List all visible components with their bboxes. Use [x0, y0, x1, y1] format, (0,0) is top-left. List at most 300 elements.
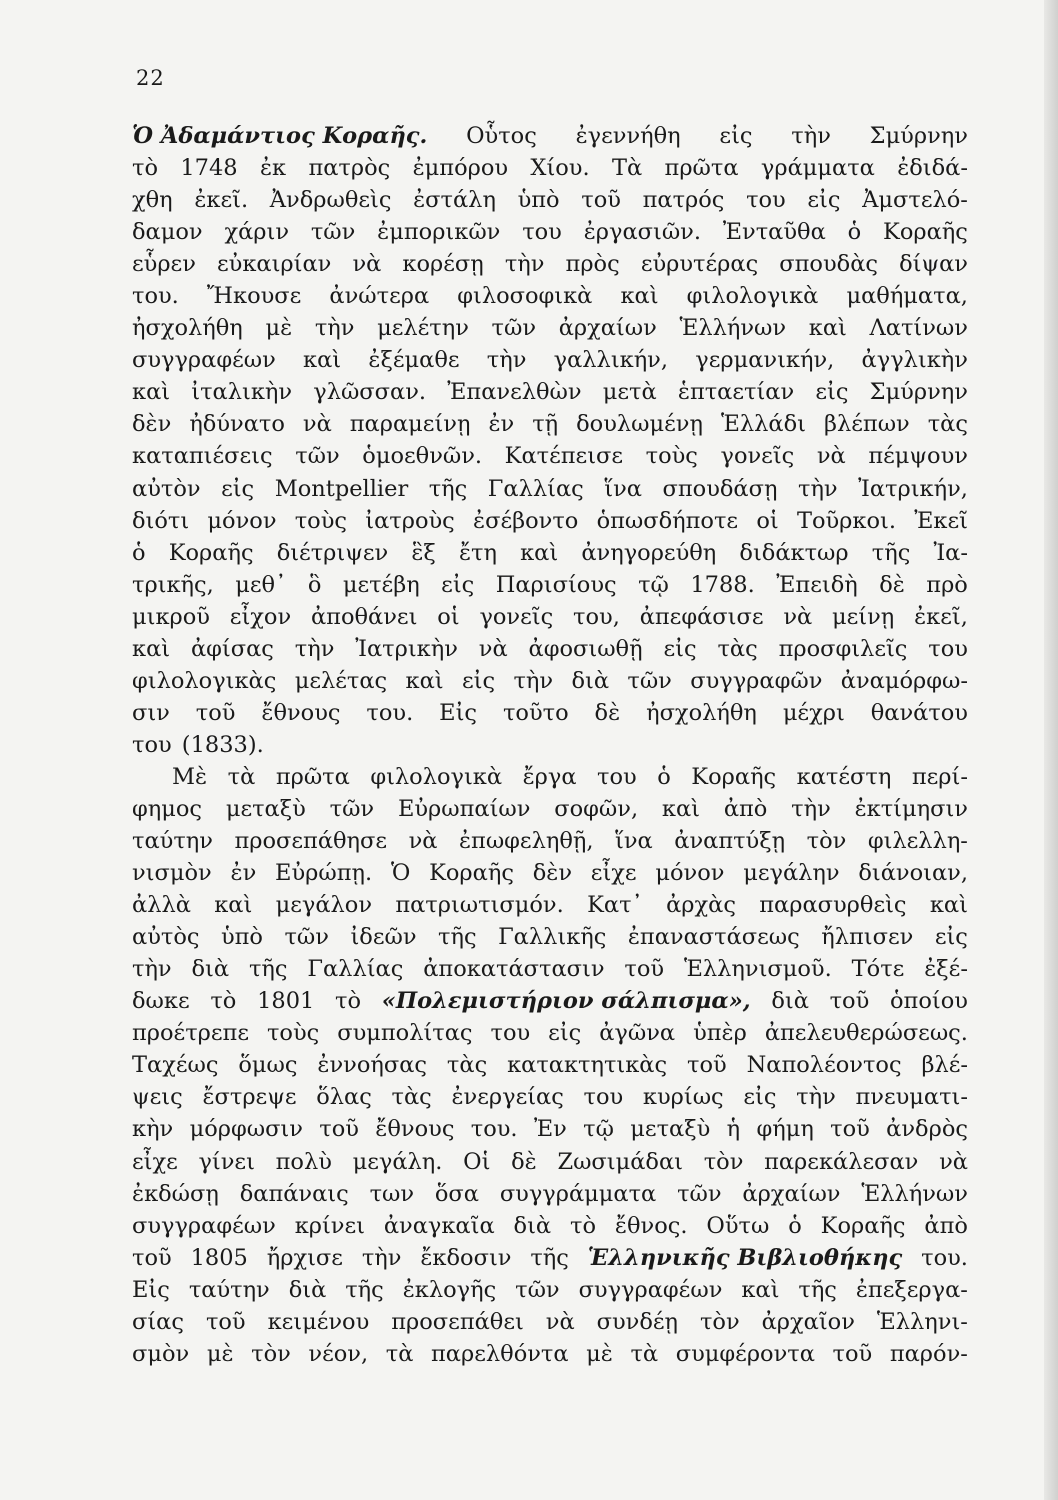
word: τῆς	[438, 924, 477, 951]
word: ἀρχαίων	[742, 1180, 841, 1207]
word: γίνει	[198, 1148, 255, 1175]
word: ἰταλικὴν	[191, 379, 293, 406]
word: συγγραφέων	[132, 347, 276, 374]
text-line	[132, 1178, 968, 1210]
word: σμὸν	[132, 1340, 190, 1367]
word: διὰ	[571, 667, 610, 694]
word: ἓξ	[411, 539, 436, 566]
word: Ἑλληνισμοῦ.	[683, 956, 832, 983]
word: περί-	[911, 763, 968, 790]
word: διότι	[132, 507, 190, 534]
word: δαμον	[132, 219, 203, 246]
text-line	[132, 1146, 968, 1178]
word: τῶν	[677, 1180, 722, 1207]
word: γονεῖς	[720, 443, 795, 470]
word: Ἐπειδὴ	[776, 571, 858, 598]
word: προσφιλεῖς	[778, 635, 908, 662]
text-line	[132, 376, 968, 408]
word: παρελθόντα	[431, 1340, 569, 1367]
text-line	[132, 633, 968, 665]
word: ἐπαναστάσεως	[627, 924, 800, 951]
word: τὴν	[791, 123, 831, 149]
word: εὐρυτέρας	[640, 251, 759, 278]
word: εἰς	[441, 571, 475, 598]
word: δὲν	[132, 411, 172, 438]
word: γονεῖς	[479, 603, 554, 630]
word: ὑπὸ	[220, 924, 263, 951]
word: Ἑλληνι-	[876, 1308, 968, 1335]
word: ἠδύνατο	[189, 411, 285, 438]
word: Κατ᾽	[587, 892, 643, 919]
word: βλέπων	[823, 411, 910, 438]
text-line	[132, 505, 968, 537]
word: τοῦτο	[502, 699, 569, 726]
word: ἔστρεψε	[202, 1084, 297, 1111]
word: Εἰς	[439, 699, 478, 726]
word: κυρίως	[642, 1084, 724, 1111]
word: τὴν	[132, 956, 172, 983]
word: ἐστάλη	[413, 187, 496, 214]
text-line	[132, 1274, 968, 1306]
word: Λατίνων	[869, 315, 968, 342]
paragraph	[132, 120, 968, 761]
text-line	[132, 1242, 968, 1274]
word: συγγραφέων	[132, 1212, 276, 1239]
word: καταπιέσεις	[132, 443, 273, 470]
word: ἀπὸ	[924, 1212, 968, 1239]
word: ὁ	[657, 763, 671, 790]
word: μεταξὺ	[630, 1116, 711, 1143]
word: εἰς	[663, 635, 697, 662]
word: εἰς	[815, 379, 849, 406]
word: νισμὸν	[132, 860, 212, 887]
word: τῶν	[515, 1276, 560, 1303]
text-line	[132, 473, 968, 505]
word: νὰ	[783, 603, 813, 630]
word: συγγραφῶν	[690, 667, 823, 694]
word: μόρφωσιν	[189, 1116, 303, 1143]
word: δὲν	[532, 860, 573, 887]
word: γράμματα	[760, 155, 875, 182]
text-line	[132, 1306, 968, 1338]
word: σίας	[132, 1308, 184, 1335]
word: μόνον	[655, 860, 725, 887]
word: Ἰα-	[933, 539, 968, 566]
word: πολὺ	[275, 1148, 332, 1175]
word: ἤρχισε	[266, 1244, 343, 1271]
text-line	[132, 1017, 968, 1049]
word: εὗρεν	[132, 251, 196, 278]
word: ὁ	[847, 219, 862, 246]
word: εἰς	[934, 924, 968, 951]
word: ὅλας	[316, 1084, 372, 1111]
word: κειμένου	[267, 1308, 370, 1335]
word: τὴν	[513, 667, 554, 694]
word: Ἤκουσε	[206, 283, 302, 310]
word: τῆς	[798, 1276, 837, 1303]
word: Κοραῆς	[820, 1212, 906, 1239]
word: εἰς	[743, 1084, 777, 1111]
word: σοφῶν,	[554, 795, 639, 822]
word: 1805	[190, 1244, 248, 1271]
word: ἀρχαῖον	[761, 1308, 855, 1335]
word: μετὰ	[602, 379, 657, 406]
word: Παρισίους	[495, 571, 617, 598]
text-line	[132, 569, 968, 601]
word: τοὺς	[266, 1020, 320, 1047]
word: συμφέροντα	[675, 1340, 815, 1367]
word: τὰς	[446, 1052, 488, 1079]
word: φημος	[132, 795, 203, 822]
word: μεγάλην	[743, 860, 840, 887]
emphasis-text: Ἑλληνικῆς Βιβλιοθήκης	[587, 1244, 903, 1271]
text-line	[132, 761, 968, 793]
word: φήμη	[756, 1116, 814, 1143]
word: Γαλλίας	[307, 956, 404, 983]
text-line	[132, 985, 968, 1017]
word: πέμψουν	[868, 443, 968, 470]
word: ἔτη	[458, 539, 497, 566]
word: αὐτὸν	[132, 475, 201, 502]
word: ἐν	[488, 411, 515, 438]
emphasis-text: Ὁ Ἀδαμάντιος Κοραῆς.	[132, 123, 428, 149]
word: καὶ	[661, 795, 701, 822]
word: δωκε	[132, 988, 190, 1015]
word: Σμύρνην	[869, 123, 968, 149]
word: δὲ	[594, 699, 621, 726]
word: οἱ	[756, 507, 779, 534]
word: θανάτου	[870, 699, 968, 726]
word: ἤλπισεν	[821, 924, 914, 951]
text-line	[132, 537, 968, 569]
word: τῆς	[248, 956, 288, 983]
word: ἐξέ-	[924, 956, 968, 983]
word: Ἐπανελθὼν	[447, 379, 582, 406]
word: τὰ	[227, 763, 256, 790]
word: Κοραῆς	[429, 860, 514, 887]
word: Ἑλλάδι	[720, 411, 806, 438]
word: διάνοιαν,	[858, 860, 968, 887]
word: τὴν	[504, 251, 545, 278]
word: πρὸς	[565, 251, 620, 278]
word: ἀποκατάστασιν	[423, 956, 605, 983]
word: ταύτην	[132, 828, 213, 855]
word: γλῶσσαν.	[313, 379, 427, 406]
word: κατακτητικὰς	[507, 1052, 668, 1079]
word: 1788.	[690, 571, 755, 598]
word: του.	[132, 283, 179, 310]
word: συμπολίτας	[337, 1020, 473, 1047]
word: καὶ	[214, 892, 253, 919]
word: ἐξέμαθε	[368, 347, 460, 374]
word: καὶ	[132, 635, 171, 662]
word: φιλελλη-	[867, 828, 968, 855]
word: ἐκλογῆς	[402, 1276, 497, 1303]
word: μείνῃ	[832, 603, 895, 630]
word: μελέτας	[294, 667, 388, 694]
word: χθη	[132, 187, 173, 214]
word: ὅμως	[238, 1052, 298, 1079]
text-line	[132, 857, 968, 889]
word: του.	[470, 1116, 518, 1143]
word: Τὰ	[611, 155, 643, 182]
word: εἰς	[719, 123, 753, 149]
word: Κοραῆς	[883, 219, 968, 246]
text-line	[132, 248, 968, 280]
word: ἀγγλικὴν	[861, 347, 968, 374]
word: δίψαν	[899, 251, 968, 278]
word: γερμανικήν,	[695, 347, 835, 374]
word: του	[522, 219, 562, 246]
text-line	[132, 440, 968, 472]
word: φιλολογικὰ	[686, 283, 819, 310]
word: μελέτην	[377, 315, 469, 342]
word: τῶν	[284, 924, 329, 951]
text-line	[132, 1081, 968, 1113]
word: Οἱ	[463, 1148, 491, 1175]
text-line	[132, 1113, 968, 1145]
word: Ἑλλήνων	[679, 315, 787, 342]
word: ἐμπόρου	[412, 155, 509, 182]
word: ἐννοήσας	[317, 1052, 428, 1079]
text-line	[132, 665, 968, 697]
word: φιλολογικὰ	[370, 763, 503, 790]
word: ἐγεννήθη	[575, 123, 681, 149]
word: καὶ	[808, 315, 847, 342]
word: ἀρχαίων	[558, 315, 657, 342]
word: συνδέῃ	[596, 1308, 679, 1335]
word: τοὺς	[645, 443, 698, 470]
word: μαθήματα,	[846, 283, 968, 310]
word: του	[928, 635, 968, 662]
word: τοῦ	[624, 956, 665, 983]
word: ἀναμόρφω-	[840, 667, 968, 694]
word: ἀνδρὸς	[886, 1116, 968, 1143]
word: ὁ	[788, 1212, 802, 1239]
emphasis-text: «Πολεμιστήριον σάλπισμα»,	[381, 988, 751, 1015]
word: μέχρι	[782, 699, 845, 726]
word: Μὲ	[172, 763, 208, 790]
word: του,	[573, 603, 620, 630]
word: ἐκδώσῃ	[132, 1180, 219, 1207]
word: τῆς	[530, 1244, 569, 1271]
text-line	[132, 344, 968, 376]
word: μεταξὺ	[225, 795, 306, 822]
word: Ἑλλήνων	[861, 1180, 968, 1207]
word: τοῦ	[687, 1052, 727, 1079]
word: σιν	[132, 699, 170, 726]
word: προσεπάθει	[391, 1308, 524, 1335]
word: ἐκεῖ,	[914, 603, 968, 630]
word: των	[369, 1180, 415, 1207]
word: Ἰατρικήν,	[858, 475, 968, 502]
word: νέον,	[308, 1340, 369, 1367]
word: τῷ	[638, 571, 669, 598]
word: πνευματι-	[855, 1084, 968, 1111]
word: τὸ	[335, 988, 362, 1015]
word: καὶ	[303, 347, 342, 374]
word: ἐργασιῶν.	[583, 219, 702, 246]
word: προσεπάθησε	[234, 828, 388, 855]
word: μεθ᾽	[235, 571, 287, 598]
word: τῶν	[295, 443, 340, 470]
word: του	[490, 1020, 531, 1047]
word: τρικῆς,	[132, 571, 214, 598]
word: πατρὸς	[308, 155, 391, 182]
text-line	[132, 184, 968, 216]
word: Εὐρωπαίων	[397, 795, 531, 822]
text-line	[132, 1338, 968, 1370]
word: τὰς	[391, 1084, 432, 1111]
text-line	[132, 825, 968, 857]
word: καὶ	[620, 283, 659, 310]
word: τῷ	[583, 1116, 614, 1143]
word: καὶ	[132, 379, 171, 406]
word: τὴν	[796, 1084, 836, 1111]
word: διέτριψεν	[276, 539, 389, 566]
text-line	[132, 921, 968, 953]
word: ἀπεφάσισε	[639, 603, 764, 630]
text-line	[132, 152, 968, 184]
word: ἀφίσας	[190, 635, 274, 662]
word: τοῦ	[581, 187, 621, 214]
word: διδάκτωρ	[739, 539, 849, 566]
word: τοὺς	[294, 507, 348, 534]
word: ἀγῶνα	[599, 1020, 676, 1047]
paragraph	[132, 761, 968, 1370]
word: τὴν	[314, 315, 355, 342]
word: ὁμοεθνῶν.	[362, 443, 483, 470]
word: τὴν	[294, 635, 335, 662]
word: ὃ	[307, 571, 322, 598]
word: τοῦ	[132, 1244, 172, 1271]
word: πρὸ	[926, 571, 968, 598]
word: ἰδεῶν	[350, 924, 417, 951]
text-line	[132, 312, 968, 344]
word: ἐμπορικῶν	[377, 219, 501, 246]
word: τοῦ	[830, 1116, 870, 1143]
word: ἀναπτύξῃ	[674, 828, 786, 855]
word: Κοραῆς	[168, 539, 254, 566]
word: ἐπεξεργα-	[855, 1276, 968, 1303]
text-line	[132, 280, 968, 312]
word: ἀνηγορεύθη	[581, 539, 717, 566]
word: νὰ	[478, 635, 508, 662]
text-line	[132, 216, 968, 248]
word: τοῦ	[319, 1116, 359, 1143]
word: καὶ	[405, 667, 444, 694]
word: ἀνώτερα	[329, 283, 430, 310]
word: τὴν	[798, 475, 838, 502]
word: δὲ	[511, 1148, 537, 1175]
word: τὸ	[132, 155, 158, 182]
word: τοῦ	[832, 1340, 873, 1367]
page-edge	[1044, 0, 1058, 1500]
word: Ναπολέοντος	[746, 1052, 902, 1079]
text-line	[132, 729, 968, 761]
word: κὴν	[132, 1116, 174, 1143]
word: τῆς	[345, 1276, 384, 1303]
word: νὰ	[816, 443, 846, 470]
page-number: 22	[136, 66, 165, 90]
text-line	[132, 697, 968, 729]
word: νὰ	[352, 251, 382, 278]
text-line	[132, 120, 968, 152]
word: του.	[366, 699, 414, 726]
word: ἀπελευθερώσεως.	[764, 1020, 968, 1047]
word: πατρός	[642, 187, 725, 214]
word: τὸν	[703, 1148, 744, 1175]
word: ἔθνος.	[614, 1212, 688, 1239]
word: εἶχον	[229, 603, 292, 630]
word: Τότε	[851, 956, 905, 983]
word: μὲ	[265, 315, 293, 342]
word: νὰ	[408, 828, 438, 855]
word: κατέστη	[796, 763, 892, 790]
word: του	[583, 1084, 624, 1111]
word: παρασυρθεὶς	[759, 892, 907, 919]
word: ἐπωφεληθῇ,	[458, 828, 594, 855]
word: τῇ	[532, 411, 559, 438]
word: ἔθνους	[261, 699, 341, 726]
word: ἐκτίμησιν	[854, 795, 968, 822]
word: ἐδιδά-	[897, 155, 968, 182]
word: τὰ	[385, 1340, 414, 1367]
word: καὶ	[520, 539, 559, 566]
word: παραμείνῃ	[349, 411, 471, 438]
word: κρίνει	[294, 1212, 365, 1239]
word: ἵνα	[615, 828, 653, 855]
word: εἰς	[807, 187, 841, 214]
word: τὸν	[699, 1308, 740, 1335]
word: διὰ	[191, 956, 230, 983]
word: Χίου.	[530, 155, 590, 182]
word: Γαλλικῆς	[498, 924, 607, 951]
word: τὸ	[570, 1212, 596, 1239]
word: ἀφοσιωθῇ	[528, 635, 643, 662]
text-line	[132, 953, 968, 985]
word: του	[746, 187, 786, 214]
word: τοῦ	[205, 1308, 246, 1335]
word: νὰ	[302, 411, 332, 438]
word: Ἐνταῦθα	[722, 219, 826, 246]
word: τῶν	[329, 795, 375, 822]
word: Εἰς	[132, 1276, 170, 1303]
word: τὴν	[486, 347, 527, 374]
word: εἶχε	[132, 1148, 178, 1175]
word: ἐνεργείας	[451, 1084, 564, 1111]
word: ἐκ	[259, 155, 287, 182]
word: τὴν	[361, 1244, 402, 1271]
word: σπουδάσῃ	[662, 475, 778, 502]
word: τὰ	[630, 1340, 659, 1367]
word: εἰς	[462, 667, 496, 694]
word: Ἰατρικὴν	[355, 635, 458, 662]
word: ὅσα	[434, 1180, 479, 1207]
word: ψεις	[132, 1084, 183, 1111]
word: Σμύρνην	[869, 379, 968, 406]
word: ἔκδοσιν	[420, 1244, 512, 1271]
word: του	[597, 763, 637, 790]
word: ἀναγκαῖα	[383, 1212, 495, 1239]
word: τῶν	[627, 667, 672, 694]
word: συγγραφέων	[578, 1276, 723, 1303]
text-line	[132, 793, 968, 825]
word: ταύτην	[188, 1276, 270, 1303]
word: ἰατροὺς	[365, 507, 455, 534]
word: τῶν	[491, 315, 537, 342]
word: πρῶτα	[664, 155, 739, 182]
